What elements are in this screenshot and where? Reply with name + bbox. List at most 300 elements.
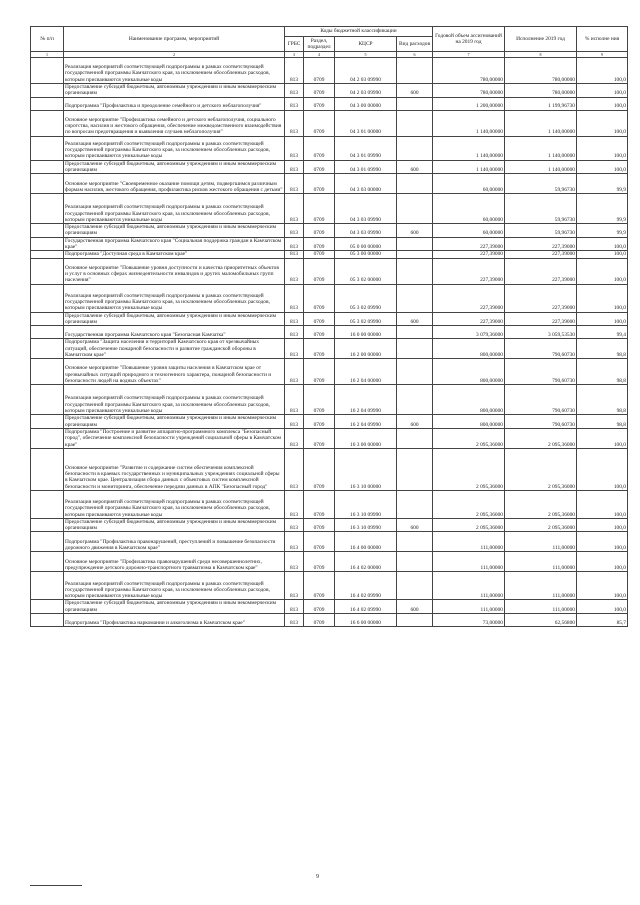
cell-ksr: 16 3 10 09990	[335, 518, 397, 532]
cell-volume: 800,00000	[433, 385, 505, 415]
cell-razdel: 0709	[304, 428, 335, 448]
cell-num	[31, 284, 64, 312]
cell-ksr: 04 3 03 09990	[335, 194, 397, 224]
cell-grbs: 813	[285, 359, 304, 385]
cell-volume: 227,39000	[433, 312, 505, 326]
cell-grbs: 813	[285, 490, 304, 518]
cell-razdel: 0709	[304, 84, 335, 98]
cell-name: Реализация мероприятий соответствующей подпрограммы в рамках соответствующей государственной программы Камчатского края, за исключением обособленных расходов, которым присваиваются уникальные коды	[64, 194, 285, 224]
cell-volume: 227,39000	[433, 237, 505, 251]
cell-pct: 100,0	[577, 97, 628, 110]
cell-grbs: 813	[285, 251, 304, 258]
cell-vid	[397, 174, 433, 194]
cell-razdel: 0709	[304, 58, 335, 84]
cell-volume: 60,00000	[433, 194, 505, 224]
cell-pct: 100,0	[577, 84, 628, 98]
table-row	[31, 174, 628, 194]
cell-exec: 111,00000	[505, 552, 577, 572]
cell-exec: 790,60730	[505, 359, 577, 385]
cell-name: Подпрограмма "Профилактика наркомании и алкоголизма в Камчатском крае"	[64, 614, 285, 627]
cell-num	[31, 58, 64, 84]
cell-ksr: 16 3 00 00000	[335, 428, 397, 448]
cell-ksr: 16 2 00 00000	[335, 339, 397, 359]
cell-grbs: 813	[285, 339, 304, 359]
table-row	[31, 385, 628, 415]
cell-grbs: 813	[285, 385, 304, 415]
cell-grbs: 813	[285, 224, 304, 238]
column-index: 7	[433, 52, 505, 58]
cell-grbs: 813	[285, 312, 304, 326]
cell-pct: 100,0	[577, 572, 628, 600]
cell-name: Предоставление субсидий бюджетным, автономным учреждениям и иным некоммерческим организациям	[64, 518, 285, 532]
cell-num	[31, 552, 64, 572]
cell-exec: 790,60730	[505, 415, 577, 429]
table-row	[31, 251, 628, 258]
header-codes: Коды бюджетной классификации	[285, 27, 433, 37]
cell-exec: 2 095,36000	[505, 518, 577, 532]
cell-razdel: 0709	[304, 359, 335, 385]
cell-razdel: 0709	[304, 258, 335, 284]
cell-razdel: 0709	[304, 552, 335, 572]
cell-razdel: 0709	[304, 251, 335, 258]
cell-exec: 227,39000	[505, 237, 577, 251]
cell-num	[31, 136, 64, 160]
cell-num	[31, 614, 64, 627]
column-index: 1	[31, 52, 64, 58]
column-index: 3	[285, 52, 304, 58]
cell-name: Предоставление субсидий бюджетным, автономным учреждениям и иным некоммерческим организациям	[64, 160, 285, 174]
cell-num	[31, 532, 64, 552]
cell-vid: 600	[397, 160, 433, 174]
table-row	[31, 237, 628, 251]
cell-exec: 111,00000	[505, 532, 577, 552]
cell-grbs: 813	[285, 552, 304, 572]
cell-ksr: 04 2 03 09990	[335, 58, 397, 84]
cell-ksr: 04 3 00 00000	[335, 97, 397, 110]
cell-num	[31, 237, 64, 251]
header-exec: Исполнение 2019 год	[505, 27, 577, 52]
cell-grbs: 813	[285, 237, 304, 251]
cell-vid	[397, 428, 433, 448]
cell-exec: 62,56800	[505, 614, 577, 627]
cell-name: Реализация мероприятий соответствующей подпрограммы в рамках соответствующей государственной программы Камчатского края, за исключением обособленных расходов, которым присваиваются уникальные коды	[64, 284, 285, 312]
cell-volume: 73,00000	[433, 614, 505, 627]
cell-pct: 100,0	[577, 490, 628, 518]
cell-razdel: 0709	[304, 110, 335, 136]
cell-name: Подпрограмма "Доступная среда в Камчатском крае"	[64, 251, 285, 258]
cell-ksr: 16 4 02 09990	[335, 572, 397, 600]
cell-razdel: 0709	[304, 339, 335, 359]
cell-grbs: 813	[285, 258, 304, 284]
cell-razdel: 0709	[304, 237, 335, 251]
cell-num	[31, 97, 64, 110]
cell-razdel: 0709	[304, 326, 335, 339]
cell-grbs: 813	[285, 160, 304, 174]
cell-volume: 2 095,36000	[433, 428, 505, 448]
cell-exec: 790,60730	[505, 385, 577, 415]
column-index: 5	[335, 52, 397, 58]
cell-vid	[397, 97, 433, 110]
cell-volume: 1 140,00000	[433, 136, 505, 160]
table-row	[31, 84, 628, 98]
cell-name: Основное мероприятие "Развитие и содержание систем обеспечения комплексной безопасности в краевых государственных и муниципальных учреждениях социальной сферы в Камчатском крае. Централизация сбора данных с объектовых систем комплексной безопасности и мониторинга, обеспечение передачи данных в АПК "Безопасный город"	[64, 448, 285, 490]
cell-volume: 800,00000	[433, 359, 505, 385]
budget-table-page	[30, 26, 627, 627]
cell-grbs: 813	[285, 110, 304, 136]
cell-vid	[397, 258, 433, 284]
table-row	[31, 572, 628, 600]
cell-exec: 790,60730	[505, 339, 577, 359]
cell-num	[31, 224, 64, 238]
cell-name: Подпрограмма "Построение и развитие аппаратно-программного комплекса "Безопасный город", обеспечение комплексной безопасности учреждений социальной сферы в Камчатском крае"	[64, 428, 285, 448]
cell-razdel: 0709	[304, 194, 335, 224]
cell-ksr: 05 3 02 09990	[335, 312, 397, 326]
cell-volume: 800,00000	[433, 415, 505, 429]
cell-exec: 227,39000	[505, 284, 577, 312]
cell-vid: 600	[397, 84, 433, 98]
header-razdel: Раздел, подраздел	[304, 37, 335, 52]
cell-vid	[397, 251, 433, 258]
table-row	[31, 110, 628, 136]
column-index: 2	[64, 52, 285, 58]
cell-volume: 1 140,00000	[433, 110, 505, 136]
cell-exec: 1 140,00000	[505, 160, 577, 174]
cell-exec: 2 095,36000	[505, 490, 577, 518]
table-row	[31, 552, 628, 572]
cell-exec: 227,39000	[505, 251, 577, 258]
cell-num	[31, 385, 64, 415]
cell-ksr: 16 4 02 09990	[335, 600, 397, 614]
cell-vid	[397, 490, 433, 518]
cell-razdel: 0709	[304, 518, 335, 532]
cell-num	[31, 312, 64, 326]
cell-grbs: 813	[285, 174, 304, 194]
cell-grbs: 813	[285, 448, 304, 490]
cell-grbs: 813	[285, 136, 304, 160]
cell-razdel: 0709	[304, 600, 335, 614]
cell-pct: 100,0	[577, 136, 628, 160]
cell-volume: 111,00000	[433, 532, 505, 552]
cell-num	[31, 326, 64, 339]
cell-pct: 99,9	[577, 224, 628, 238]
cell-exec: 1 199,96730	[505, 97, 577, 110]
cell-pct: 100,0	[577, 448, 628, 490]
cell-volume: 1 200,00000	[433, 97, 505, 110]
column-index: 9	[577, 52, 628, 58]
cell-volume: 3 079,36000	[433, 326, 505, 339]
cell-num	[31, 258, 64, 284]
column-index: 6	[397, 52, 433, 58]
cell-razdel: 0709	[304, 174, 335, 194]
cell-razdel: 0709	[304, 284, 335, 312]
header-num: № п/п	[31, 27, 64, 52]
cell-ksr: 04 3 03 00000	[335, 174, 397, 194]
cell-num	[31, 518, 64, 532]
cell-ksr: 16 2 04 09990	[335, 415, 397, 429]
cell-name: Основное мероприятие "Профилактика правонарушений среди несовершеннолетних, предупреждение детского дорожно-транспортного травматизма в Камчатском крае"	[64, 552, 285, 572]
cell-exec: 59,96730	[505, 174, 577, 194]
cell-exec: 780,00000	[505, 58, 577, 84]
cell-grbs: 813	[285, 284, 304, 312]
cell-pct: 100,0	[577, 428, 628, 448]
cell-name: Подпрограмма "Профилактика правонарушений, преступлений и повышение безопасности дорожного движения в Камчатском крае"	[64, 532, 285, 552]
cell-volume: 780,00000	[433, 58, 505, 84]
cell-pct: 100,0	[577, 251, 628, 258]
table-row	[31, 97, 628, 110]
cell-grbs: 813	[285, 97, 304, 110]
cell-name: Основное мероприятие "Повышение уровня доступности и качества приоритетных объектов и услуг в основных сферах жизнедеятельности инвалидов и других маломобильных групп населения"	[64, 258, 285, 284]
table-row	[31, 339, 628, 359]
table-row	[31, 136, 628, 160]
cell-pct: 100,0	[577, 284, 628, 312]
cell-grbs: 813	[285, 84, 304, 98]
cell-volume: 60,00000	[433, 174, 505, 194]
header-vid: Вид расходов	[397, 37, 433, 52]
table-row	[31, 284, 628, 312]
cell-grbs: 813	[285, 428, 304, 448]
cell-exec: 111,00000	[505, 600, 577, 614]
cell-grbs: 813	[285, 532, 304, 552]
cell-ksr: 04 3 03 09990	[335, 224, 397, 238]
cell-name: Предоставление субсидий бюджетным, автономным учреждениям и иным некоммерческим организациям	[64, 415, 285, 429]
cell-pct: 100,0	[577, 312, 628, 326]
cell-volume: 227,39000	[433, 258, 505, 284]
cell-num	[31, 84, 64, 98]
cell-razdel: 0709	[304, 572, 335, 600]
header-ksr: КЦСР	[335, 37, 397, 52]
cell-num	[31, 572, 64, 600]
cell-vid	[397, 448, 433, 490]
cell-razdel: 0709	[304, 448, 335, 490]
cell-name: Реализация мероприятий соответствующей подпрограммы в рамках соответствующей государственной программы Камчатского края, за исключением обособленных расходов, которым присваиваются уникальные коды	[64, 385, 285, 415]
cell-name: Основное мероприятие "Своевременное оказание помощи детям, подвергшимся различным формам насилия, жестокого обращения, профилактика рисков жестокого обращения с детьми"	[64, 174, 285, 194]
cell-ksr: 16 0 00 00000	[335, 326, 397, 339]
cell-grbs: 813	[285, 58, 304, 84]
cell-name: Реализация мероприятий соответствующей подпрограммы в рамках соответствующей государственной программы Камчатского края, за исключением обособленных расходов, которым присваиваются уникальные коды	[64, 490, 285, 518]
cell-volume: 227,39000	[433, 251, 505, 258]
cell-num	[31, 174, 64, 194]
cell-ksr: 04 2 03 09990	[335, 84, 397, 98]
cell-vid: 600	[397, 224, 433, 238]
cell-volume: 111,00000	[433, 600, 505, 614]
cell-ksr: 16 3 10 09990	[335, 490, 397, 518]
cell-exec: 227,39000	[505, 258, 577, 284]
cell-grbs: 813	[285, 194, 304, 224]
cell-name: Реализация мероприятий соответствующей подпрограммы в рамках соответствующей государственной программы Камчатского края, за исключением обособленных расходов, которым присваиваются уникальные коды	[64, 58, 285, 84]
cell-vid	[397, 326, 433, 339]
cell-exec: 59,96730	[505, 224, 577, 238]
cell-pct: 100,0	[577, 258, 628, 284]
cell-razdel: 0709	[304, 136, 335, 160]
cell-vid: 600	[397, 600, 433, 614]
cell-pct: 100,0	[577, 237, 628, 251]
cell-exec: 780,00000	[505, 84, 577, 98]
cell-pct: 100,0	[577, 600, 628, 614]
cell-volume: 111,00000	[433, 572, 505, 600]
cell-ksr: 04 3 01 09990	[335, 136, 397, 160]
cell-num	[31, 251, 64, 258]
cell-num	[31, 428, 64, 448]
cell-name: Предоставление субсидий бюджетным, автономным учреждениям и иным некоммерческим организациям	[64, 600, 285, 614]
cell-name: Государственная программа Камчатского края "Социальная поддержка граждан в Камчатском крае"	[64, 237, 285, 251]
cell-pct: 99,9	[577, 194, 628, 224]
cell-volume: 111,00000	[433, 552, 505, 572]
cell-pct: 98,8	[577, 339, 628, 359]
cell-pct: 99,4	[577, 326, 628, 339]
cell-razdel: 0709	[304, 385, 335, 415]
cell-pct: 100,0	[577, 110, 628, 136]
cell-pct: 85,7	[577, 614, 628, 627]
cell-razdel: 0709	[304, 415, 335, 429]
cell-volume: 1 140,00000	[433, 160, 505, 174]
cell-exec: 2 095,36000	[505, 428, 577, 448]
table-row	[31, 224, 628, 238]
cell-name: Предоставление субсидий бюджетным, автономным учреждениям и иным некоммерческим организациям	[64, 312, 285, 326]
cell-ksr: 16 4 02 00000	[335, 552, 397, 572]
cell-pct: 98,8	[577, 385, 628, 415]
cell-volume: 780,00000	[433, 84, 505, 98]
cell-exec: 3 059,53530	[505, 326, 577, 339]
cell-ksr: 05 3 00 00000	[335, 251, 397, 258]
cell-pct: 100,0	[577, 552, 628, 572]
cell-vid	[397, 385, 433, 415]
cell-ksr: 16 3 10 00000	[335, 448, 397, 490]
cell-name: Реализация мероприятий соответствующей подпрограммы в рамках соответствующей государственной программы Камчатского края, за исключением обособленных расходов, которым присваиваются уникальные коды	[64, 572, 285, 600]
cell-volume: 60,00000	[433, 224, 505, 238]
cell-grbs: 813	[285, 415, 304, 429]
cell-volume: 2 095,36000	[433, 490, 505, 518]
table-row	[31, 194, 628, 224]
cell-volume: 2 095,36000	[433, 518, 505, 532]
cell-vid	[397, 572, 433, 600]
cell-vid	[397, 339, 433, 359]
table-row	[31, 160, 628, 174]
cell-name: Подпрограмма "Профилактика и преодоление семейного и детского неблагополучия"	[64, 97, 285, 110]
cell-exec: 1 140,00000	[505, 110, 577, 136]
cell-pct: 100,0	[577, 532, 628, 552]
cell-name: Подпрограмма "Защита населения и территорий Камчатского края от чрезвычайных ситуаций, обеспечение пожарной безопасности и развитие гражданской обороны в Камчатском крае"	[64, 339, 285, 359]
cell-num	[31, 194, 64, 224]
table-row	[31, 600, 628, 614]
cell-grbs: 813	[285, 614, 304, 627]
table-row	[31, 518, 628, 532]
header-grbs: ГРБС	[285, 37, 304, 52]
cell-volume: 800,00000	[433, 339, 505, 359]
cell-exec: 1 140,00000	[505, 136, 577, 160]
cell-num	[31, 160, 64, 174]
column-index: 8	[505, 52, 577, 58]
cell-name: Предоставление субсидий бюджетным, автономным учреждениям и иным некоммерческим организациям	[64, 224, 285, 238]
cell-vid: 600	[397, 312, 433, 326]
budget-table	[30, 26, 628, 627]
cell-vid	[397, 58, 433, 84]
column-index: 4	[304, 52, 335, 58]
cell-exec: 227,39000	[505, 312, 577, 326]
cell-vid	[397, 614, 433, 627]
cell-pct: 98,8	[577, 415, 628, 429]
cell-pct: 98,8	[577, 359, 628, 385]
cell-razdel: 0709	[304, 160, 335, 174]
cell-pct: 99,9	[577, 174, 628, 194]
cell-grbs: 813	[285, 600, 304, 614]
table-row	[31, 258, 628, 284]
table-row	[31, 490, 628, 518]
cell-vid	[397, 194, 433, 224]
header-volume: Годовой объем ассигнований на 2019 год	[433, 27, 505, 52]
cell-num	[31, 490, 64, 518]
header-name: Наименование программ, мероприятий	[64, 27, 285, 52]
table-row	[31, 312, 628, 326]
table-row	[31, 359, 628, 385]
cell-volume: 227,39000	[433, 284, 505, 312]
cell-vid	[397, 136, 433, 160]
cell-exec: 59,96730	[505, 194, 577, 224]
cell-pct: 100,0	[577, 518, 628, 532]
cell-ksr: 16 4 00 00000	[335, 532, 397, 552]
page-number: 9	[316, 874, 319, 880]
cell-vid: 600	[397, 415, 433, 429]
cell-num	[31, 339, 64, 359]
cell-razdel: 0709	[304, 532, 335, 552]
cell-exec: 2 095,36000	[505, 448, 577, 490]
cell-num	[31, 359, 64, 385]
cell-vid: 600	[397, 518, 433, 532]
cell-grbs: 813	[285, 326, 304, 339]
table-row	[31, 58, 628, 84]
cell-ksr: 04 3 01 09990	[335, 160, 397, 174]
cell-name: Государственная программа Камчатского края "Безопасная Камчатка"	[64, 326, 285, 339]
cell-vid	[397, 237, 433, 251]
cell-vid	[397, 359, 433, 385]
table-row	[31, 415, 628, 429]
cell-name: Предоставление субсидий бюджетным, автономным учреждениям и иным некоммерческим организациям	[64, 84, 285, 98]
table-row	[31, 614, 628, 627]
cell-name: Основное мероприятие "Повышение уровня защиты населения в Камчатском крае от чрезвычайных ситуаций природного и техногенного характера, пожарной безопасности и безопасности людей на водных объектах"	[64, 359, 285, 385]
table-row	[31, 532, 628, 552]
table-row	[31, 428, 628, 448]
cell-num	[31, 448, 64, 490]
cell-pct: 100,0	[577, 58, 628, 84]
cell-ksr: 04 3 01 00000	[335, 110, 397, 136]
cell-ksr: 16 6 00 00000	[335, 614, 397, 627]
cell-razdel: 0709	[304, 490, 335, 518]
cell-razdel: 0709	[304, 224, 335, 238]
cell-grbs: 813	[285, 572, 304, 600]
cell-ksr: 16 2 04 00000	[335, 359, 397, 385]
cell-exec: 111,00000	[505, 572, 577, 600]
cell-num	[31, 415, 64, 429]
cell-name: Реализация мероприятий соответствующей подпрограммы в рамках соответствующей государственной программы Камчатского края, за исключением обособленных расходов, которым присваиваются уникальные коды	[64, 136, 285, 160]
cell-vid	[397, 110, 433, 136]
cell-num	[31, 110, 64, 136]
header-pct: % исполне ния	[577, 27, 628, 52]
footer-rule	[30, 885, 82, 886]
cell-vid	[397, 532, 433, 552]
cell-vid	[397, 552, 433, 572]
cell-ksr: 05 3 02 00000	[335, 258, 397, 284]
cell-pct: 100,0	[577, 160, 628, 174]
cell-num	[31, 600, 64, 614]
table-row	[31, 448, 628, 490]
cell-razdel: 0709	[304, 312, 335, 326]
cell-name: Основное мероприятие "Профилактика семейного и детского неблагополучия, социального сиротства, насилия и жестокого обращения, обеспечение межведомственного взаимодействия по вопросам предотвращения и выявления случаев неблагополучия"	[64, 110, 285, 136]
cell-ksr: 16 2 04 09990	[335, 385, 397, 415]
cell-volume: 2 095,36000	[433, 448, 505, 490]
cell-vid	[397, 284, 433, 312]
cell-ksr: 05 3 02 09990	[335, 284, 397, 312]
cell-razdel: 0709	[304, 614, 335, 627]
cell-ksr: 05 0 00 00000	[335, 237, 397, 251]
